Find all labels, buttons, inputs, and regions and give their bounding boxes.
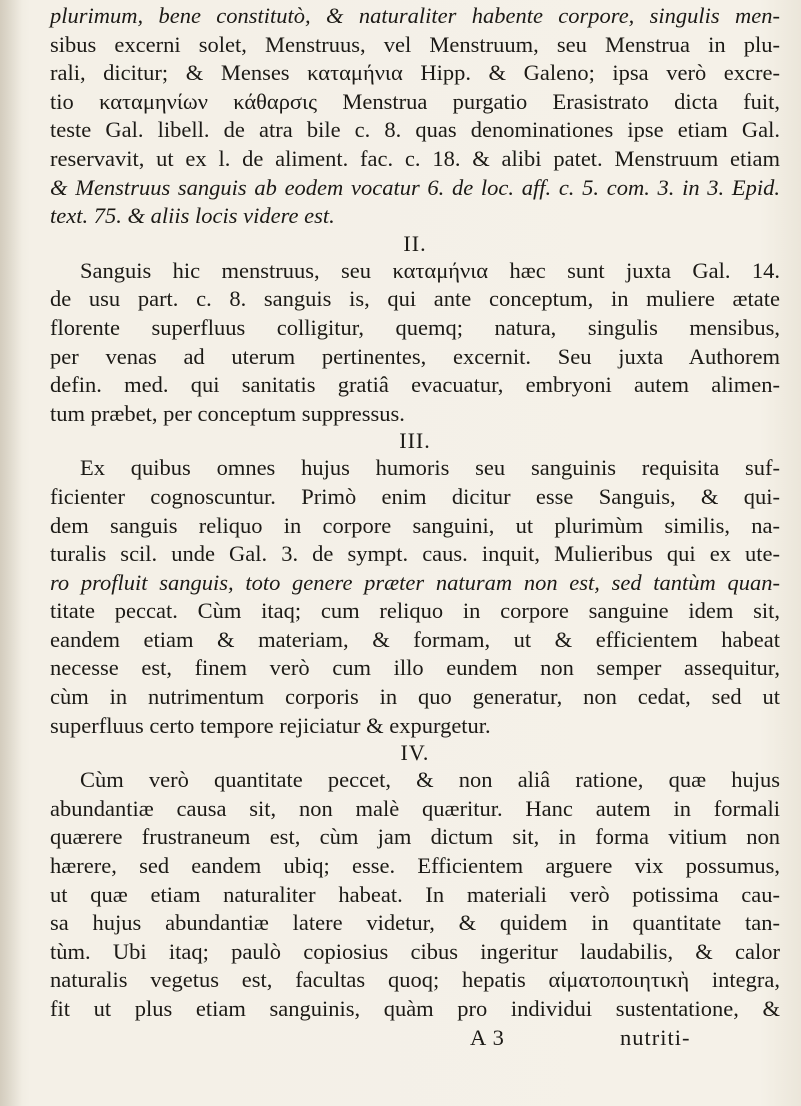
catchword: nutriti- xyxy=(620,1024,691,1050)
text-line: sibus excerni solet, Menstruus, vel Menstruum, seu Menstrua in plu- xyxy=(50,31,780,57)
text-line: defin. med. qui sanitatis gratiâ evacuatur, embryoni autem alimen- xyxy=(50,372,780,398)
text-line: turalis scil. unde Gal. 3. de sympt. caus. inquit, Mulieribus qui ex ute- xyxy=(50,541,780,567)
page-gutter-shadow xyxy=(0,0,22,1106)
text-line: de usu part. c. 8. sanguis is, qui ante conceptum, in muliere ætate xyxy=(50,286,780,312)
text-line: tio καταμηνίων κάθαρσις Menstrua purgatio Erasistrato dicta fuit, xyxy=(50,88,780,114)
text-line: per venas ad uterum pertinentes, excernit. Seu juxta Authorem xyxy=(50,343,780,369)
section-number: II. xyxy=(403,230,427,256)
text-line: necesse est, finem verò cum illo eundem non semper assequitur, xyxy=(50,655,780,681)
section-number: III. xyxy=(399,428,431,454)
text-line: plurimum, bene constitutò, & naturaliter habente corpore, singulis men- xyxy=(50,3,780,28)
signature-mark: A 3 xyxy=(470,1024,505,1050)
text-line: naturalis vegetus est, facultas quoq; hepatis αἱματοποιητικὴ integra, xyxy=(50,967,780,993)
text-line: ficienter cognoscuntur. Primò enim dicitur esse Sanguis, & qui- xyxy=(50,483,780,509)
text-line: sa hujus abundantiæ latere videtur, & quidem in quantitate tan- xyxy=(50,910,780,936)
text-line: titate peccat. Cùm itaq; cum reliquo in corpore sanguine idem sit, xyxy=(50,598,780,624)
section-number: IV. xyxy=(400,740,430,766)
text-block xyxy=(50,2,780,1052)
text-line: superfluus certo tempore rejiciatur & expurgetur. xyxy=(50,712,491,738)
text-line: cùm in nutrimentum corporis in quo generatur, non cedat, sed ut xyxy=(50,684,780,710)
text-line: Sanguis hic menstruus, seu καταμήνια hæc sunt juxta Gal. 14. xyxy=(80,257,780,283)
text-line: reservavit, ut ex l. de aliment. fac. c. 18. & alibi patet. Menstruum etiam xyxy=(50,145,780,171)
text-line: hærere, sed eandem ubiq; esse. Efficientem arguere vix possumus, xyxy=(50,853,780,879)
text-line: dem sanguis reliquo in corpore sanguini, ut plurimùm similis, na- xyxy=(50,512,780,538)
text-line: & Menstruus sanguis ab eodem vocatur 6. de loc. aff. c. 5. com. 3. in 3. Epid. xyxy=(50,174,780,200)
text-line: teste Gal. libell. de atra bile c. 8. quas denominationes ipse etiam Gal. xyxy=(50,117,780,143)
text-line: eandem etiam & materiam, & formam, ut & efficientem habeat xyxy=(50,626,780,652)
text-line: text. 75. & aliis locis videre est. xyxy=(50,203,335,229)
text-line: Cùm verò quantitate peccet, & non aliâ ratione, quæ hujus xyxy=(80,767,780,793)
text-line: rali, dicitur; & Menses καταμήνια Hipp. & Galeno; ipsa verò excre- xyxy=(50,60,780,86)
text-line: tum præbet, per conceptum suppressus. xyxy=(50,400,405,426)
text-line: fit ut plus etiam sanguinis, quàm pro individui sustentatione, & xyxy=(50,996,780,1021)
text-line: ut quæ etiam naturaliter habeat. In materiali verò potissima cau- xyxy=(50,881,780,907)
text-line: tùm. Ubi itaq; paulò copiosius cibus ingeritur laudabilis, & calor xyxy=(50,938,780,964)
text-line: Ex quibus omnes hujus humoris seu sanguinis requisita suf- xyxy=(80,455,780,481)
text-line: quærere frustraneum est, cùm jam dictum sit, in forma vitium non xyxy=(50,824,780,850)
page-footer xyxy=(50,1024,780,1053)
text-line: ro profluit sanguis, toto genere præter naturam non est, sed tantùm quan- xyxy=(50,569,780,595)
text-line: florente superfluus colligitur, quemq; natura, singulis mensibus, xyxy=(50,314,780,340)
text-line: abundantiæ causa sit, non malè quæritur. Hanc autem in formali xyxy=(50,795,780,821)
